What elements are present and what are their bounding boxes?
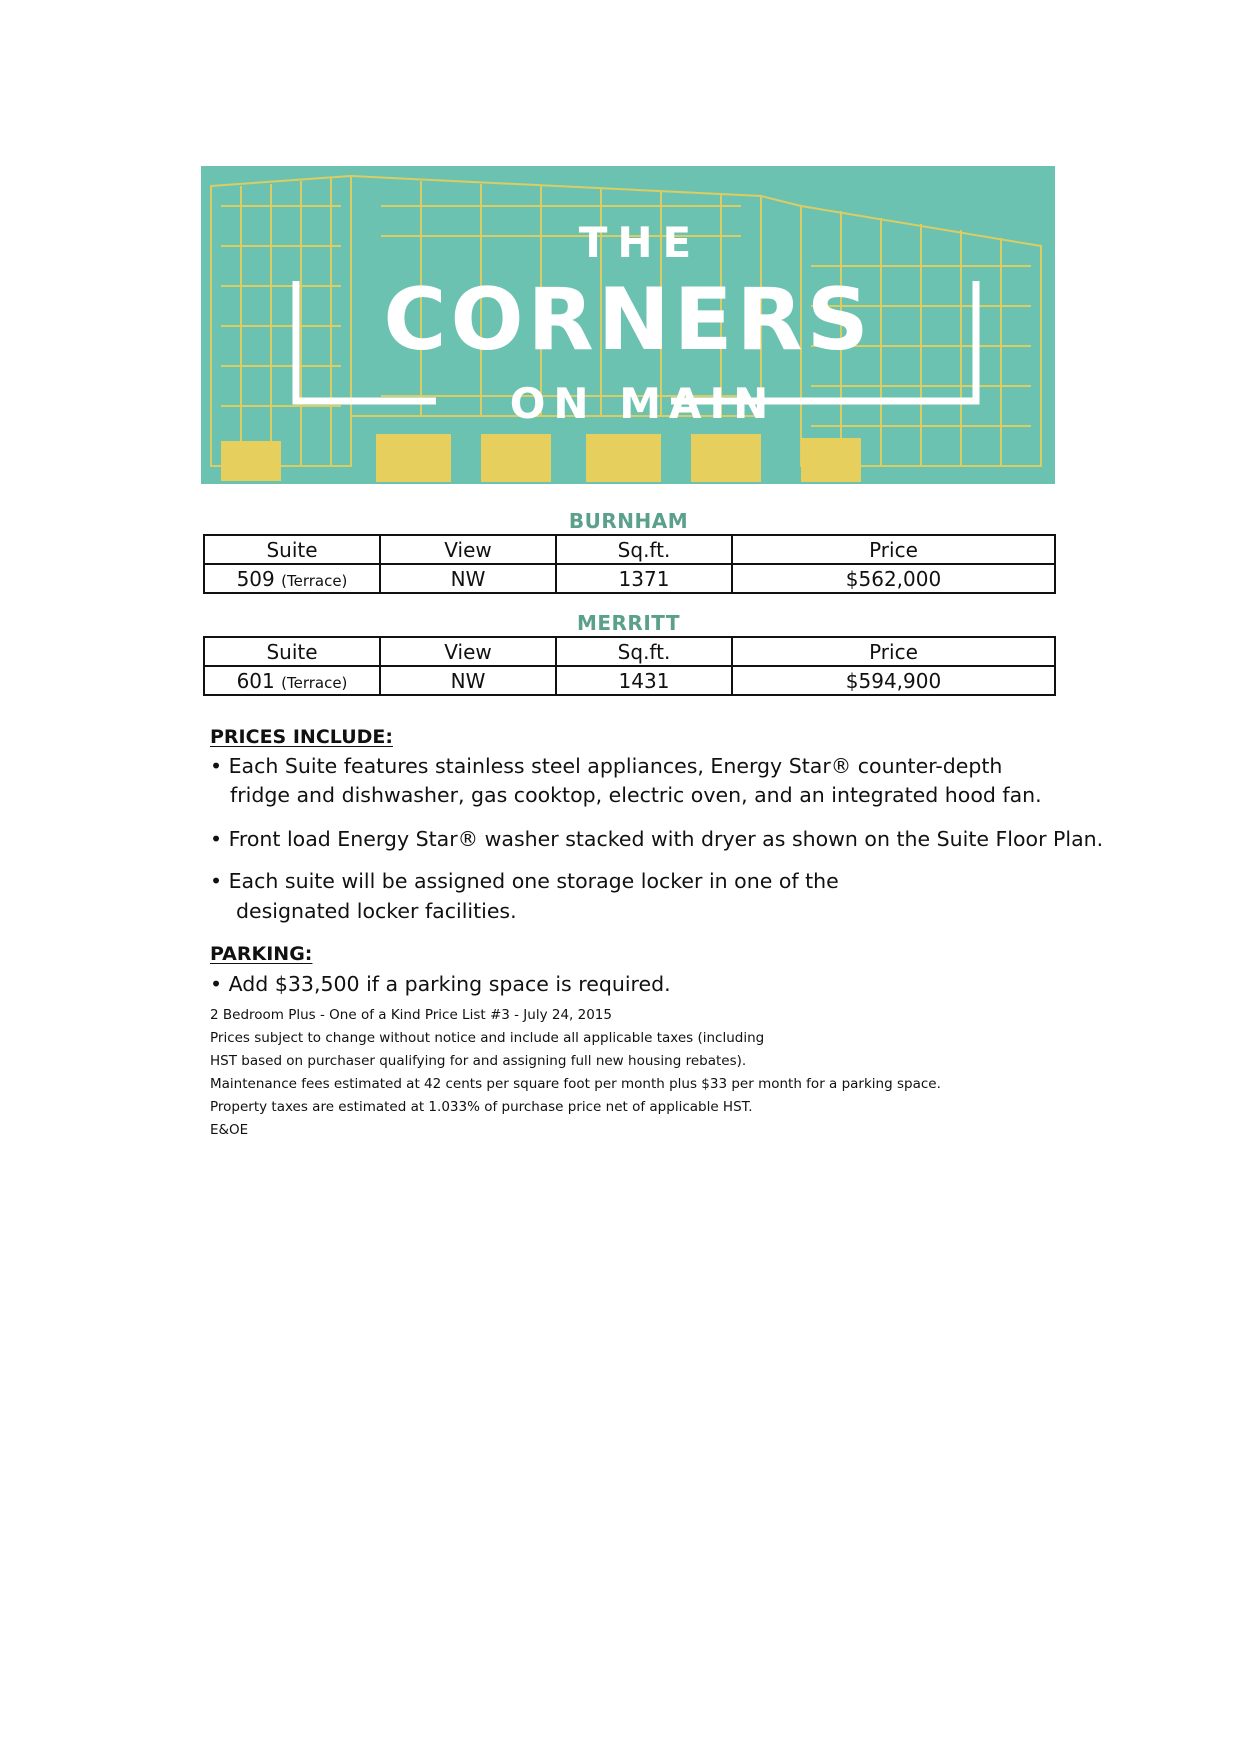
footnote-line: Prices subject to change without notice and include all applicable taxes (including: [210, 1030, 765, 1046]
cell-view: NW: [380, 564, 556, 593]
suite-note: (Terrace): [281, 673, 348, 692]
header-sqft: Sq.ft.: [556, 637, 732, 666]
logo-text-the: THE: [578, 218, 702, 267]
header-sqft: Sq.ft.: [556, 535, 732, 564]
prices-include-item-3-line-1: • Each suite will be assigned one storage locker in one of the: [210, 869, 839, 893]
table-row: [204, 666, 1055, 695]
cell-sqft: 1431: [556, 666, 732, 695]
merritt-table: [203, 636, 1056, 696]
header-view: View: [380, 535, 556, 564]
suite-number: 601: [236, 668, 275, 693]
suite-number: 509: [236, 566, 275, 591]
parking-item-1: • Add $33,500 if a parking space is required.: [210, 972, 671, 996]
burnham-title: BURNHAM: [568, 509, 689, 533]
cell-view: NW: [380, 666, 556, 695]
cell-price: $594,900: [732, 666, 1055, 695]
cell-price: $562,000: [732, 564, 1055, 593]
merritt-title: MERRITT: [576, 611, 681, 635]
footnote-line: HST based on purchaser qualifying for and assigning full new housing rebates).: [210, 1053, 747, 1069]
footnote-line: Maintenance fees estimated at 42 cents per square foot per month plus $33 per month for a parking space.: [210, 1076, 941, 1092]
prices-include-item-2: • Front load Energy Star® washer stacked with dryer as shown on the Suite Floor Plan.: [210, 827, 1104, 851]
prices-include-item-1-line-1: • Each Suite features stainless steel appliances, Energy Star® counter-depth: [210, 754, 1003, 778]
footnote-line: Property taxes are estimated at 1.033% of purchase price net of applicable HST.: [210, 1099, 753, 1115]
header-view: View: [380, 637, 556, 666]
cell-suite: [204, 564, 380, 593]
header-price: Price: [732, 637, 1055, 666]
cell-suite: [204, 666, 380, 695]
logo-text-corners: CORNERS: [383, 270, 873, 370]
prices-include-heading: PRICES INCLUDE:: [210, 726, 393, 748]
logo-text-on-main: ON MAIN: [509, 379, 777, 428]
prices-include-item-3-line-2: designated locker facilities.: [236, 899, 517, 923]
footnote-line: E&OE: [210, 1122, 249, 1138]
cell-sqft: 1371: [556, 564, 732, 593]
table-header-row: [204, 637, 1055, 666]
footnote-line: 2 Bedroom Plus - One of a Kind Price List #3 - July 24, 2015: [210, 1007, 612, 1023]
parking-heading: PARKING:: [210, 943, 313, 965]
logo-banner: [201, 166, 1055, 484]
prices-include-item-1-line-2: fridge and dishwasher, gas cooktop, electric oven, and an integrated hood fan.: [230, 783, 1042, 807]
header-suite: Suite: [204, 535, 380, 564]
burnham-table: [203, 534, 1056, 594]
table-row: [204, 564, 1055, 593]
table-header-row: [204, 535, 1055, 564]
suite-note: (Terrace): [281, 571, 348, 590]
header-price: Price: [732, 535, 1055, 564]
header-suite: Suite: [204, 637, 380, 666]
